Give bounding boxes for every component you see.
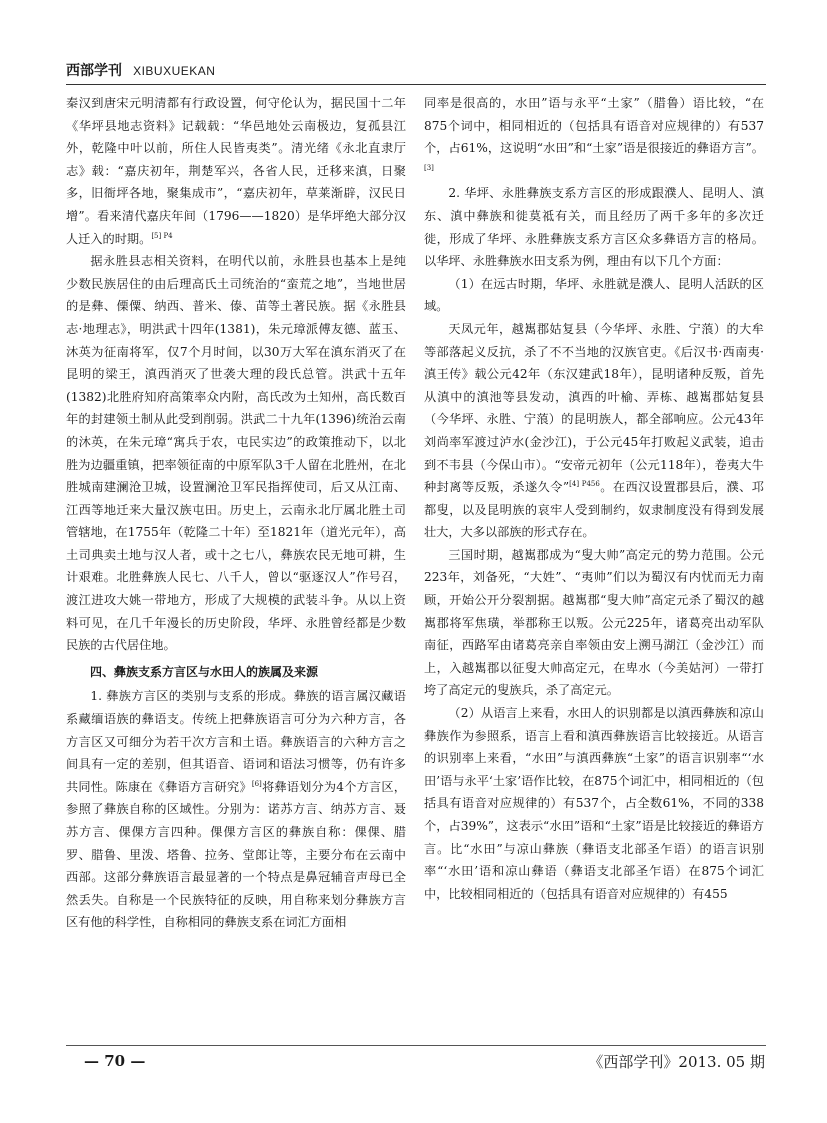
paragraph-text: 将彝语划分为4个方言区，参照了彝族自称的区域性。分别为：诺苏方言、纳苏方言、聂苏方言、倮倮方言四种。倮倮方言区的彝族自称：倮倮、腊罗、腊鲁、里泼、塔鲁、拉务、堂郎让等，主要分布在云南中西部。这部分彝族语言最显著的一个特点是鼻冠辅音声母已全然丢失。自称是一个民族特征的反映，用自称来划分彝族方言区有他的科学性，自称相同的彝族支系在词汇方面相 [66,779,406,930]
paragraph-text: 秦汉到唐宋元明清都有行政设置，何守伦认为，据民国十二年《华坪县地志资料》记载载：“华邑地处云南极边，复孤县江外，乾隆中叶以前，所住人民皆夷类”。清光绪《永北直隶厅志》载：“嘉庆初年，荆楚军兴，各省人民，迁移来滇，日聚多，旧衙坪各地，聚集成市”，“嘉庆初年，草莱渐辟，汉民日增”。看来清代嘉庆年间（1796——1820）是华坪绝大部分汉人迁入的时期。 [66,96,406,246]
citation: [6] [251,779,262,788]
citation: [3] [424,163,434,172]
paragraph: 三国时期，越嶲郡成为“叟大帅”高定元的势力范围。公元223年，刘备死，“大姓”、“夷帅”们以为蜀汉有内忧而无力南顾，开始公开分裂割据。越嶲郡“叟大帅”高定元杀了蜀汉的越嶲郡将军焦璜，举郡称王以叛。公元225年，诸葛亮出动军队南征，西路军由诸葛亮亲自率领由安上溯马湖江（金沙江）而上，入越嶲郡以征叟大帅高定元，在卑水（今美姑河）一带打垮了高定元的叟族兵，杀了高定元。 [424,547,764,698]
paragraph: 2. 华坪、永胜彝族支系方言区的形成跟濮人、昆明人、滇东、滇中彝族和徙莫祗有关，而且经历了两千多年的多次迁徙，形成了华坪、永胜彝族支系方言区众多彝语方言的格局。以华坪、永胜彝族水田支系为例，理由有以下几个方面： [424,186,764,269]
issue-label: 《西部学刊》2013. 05 期 [588,1053,765,1071]
left-column [66,92,406,934]
paragraph: （1）在远古时期，华坪、永胜就是濮人、昆明人活跃的区域。 [424,276,764,314]
paragraph-text: 天凤元年，越嶲郡姑复县（今华坪、永胜、宁蒗）的大牟等部落起义反抗，杀了不不当地的汉族官吏。《后汉书·西南夷·滇王传》载公元42年（东汉建武18年），昆明诸种反叛，首先从滇中的滇池等县发动，滇西的叶榆、弄栋、越嶲郡姑复县（今华坪、永胜、宁蒗）的昆明族人，都全部响应。公元43年刘尚率军渡过泸水(金沙江)，于公元45年打败起义武装，追击到不韦县（今保山市）。“安帝元初年（公元118年），卷夷大牛种封离等反叛，杀遂久令” [424,321,764,495]
header-rule [66,84,766,85]
journal-title: 西部学刊 [66,63,122,79]
paragraph [424,92,764,182]
citation: [4] P456 [569,480,600,489]
footer-rule [66,1045,766,1046]
paragraph-text: 1. 彝族方言区的类别与支系的形成。彝族的语言属汉藏语系藏缅语族的彝语支。传统上把彝族语言可分为六种方言，各方言区又可细分为若干次方言和土语。彝族语言的六种方言之间具有一定的差别，但其语音、语词和语法习惯等，仍有许多共同性。陈康在《彝语方言研究》 [66,689,406,794]
page-number: — 70 — [84,1052,146,1070]
paragraph: （2）从语言上来看，水田人的识别都是以滇西彝族和凉山彝族作为参照系，语言上看和滇西彝族语言比较接近。从语言的识别率上来看，“水田”与滇西彝族“土家”的语言识别率“‘水田’语与永平‘土家’语作比较，在875个词汇中，相同相近的（包括具有语音对应规律的）有537个，占全数61%，不同的338个，占39%”，这表示“水田”语和“土家”语是比较接近的彝语方言。比“水田”与凉山彝族（彝语支北部圣乍语）的语言识别率“‘水田’语和凉山彝语（彝语支北部圣乍语）在875个词汇中，比较相同相近的（包括具有语音对应规律的）有455 [424,706,764,901]
paragraph [424,318,764,544]
section-heading: 四、彝族支系方言区与水田人的族属及来源 [90,664,319,679]
paragraph-text: 。在西汉设置郡县后，濮、邛都叟，以及昆明族的哀牢人受到制约，奴隶制度没有得到发展壮大，大多以部族的形式存在。 [424,480,764,540]
paragraph: 据永胜县志相关资料，在明代以前，永胜县也基本上是纯少数民族居住的由后理高氏土司统治的“蛮荒之地”，当地世居的是彝、傈僳、纳西、普米、傣、苗等土著民族。据《永胜县志·地理志》，明洪武十四年(1381)，朱元璋派傅友德、蓝玉、沐英为征南将军，仅7个月时间，以30万大军在滇东消灭了在昆明的梁王，滇西消灭了世袭大理的段氏总管。洪武十五年(1382)北胜府知府高策率众内附，高氏改为土知州，高氏数百年的封建领土制从此受到削弱。洪武二十九年(1396)统治云南的沐英，在朱元璋“寓兵于农，屯民实边”的政策推动下，以北胜为边疆重镇，把率领征南的中原军队3千人留在北胜州，在北胜城南建澜沧卫城，设置澜沧卫军民指挥使司，后又从江南、江西等地迁来大量汉族屯田。历史上，云南永北厅属北胜土司管辖地，在1755年（乾隆二十年）至1821年（道光元年），高土司典卖土地与汉人者，或十之七八，彝族农民无地可耕，生计艰难。北胜彝族人民七、八千人，曾以“驱逐汉人”作号召，渡江进攻大姚一带地方，形成了大规模的武装斗争。从以上资料可见，在几千年漫长的历史阶段，华坪、永胜曾经都是少数民族的古代居住地。 [66,254,406,653]
journal-header [66,60,766,82]
journal-pinyin: XIBUXUEKAN [133,64,216,78]
paragraph-text: 同率是很高的，水田”语与永平“土家”（腊鲁）语比较，“在875个词中，相同相近的（包括具有语音对应规律的）有537个，占61%，这说明“水田”和“土家”语是很接近的彝语方言”。 [424,96,764,156]
citation: [5] P4 [151,231,173,240]
paragraph [66,685,406,934]
paragraph [66,92,406,250]
right-column [424,92,764,905]
